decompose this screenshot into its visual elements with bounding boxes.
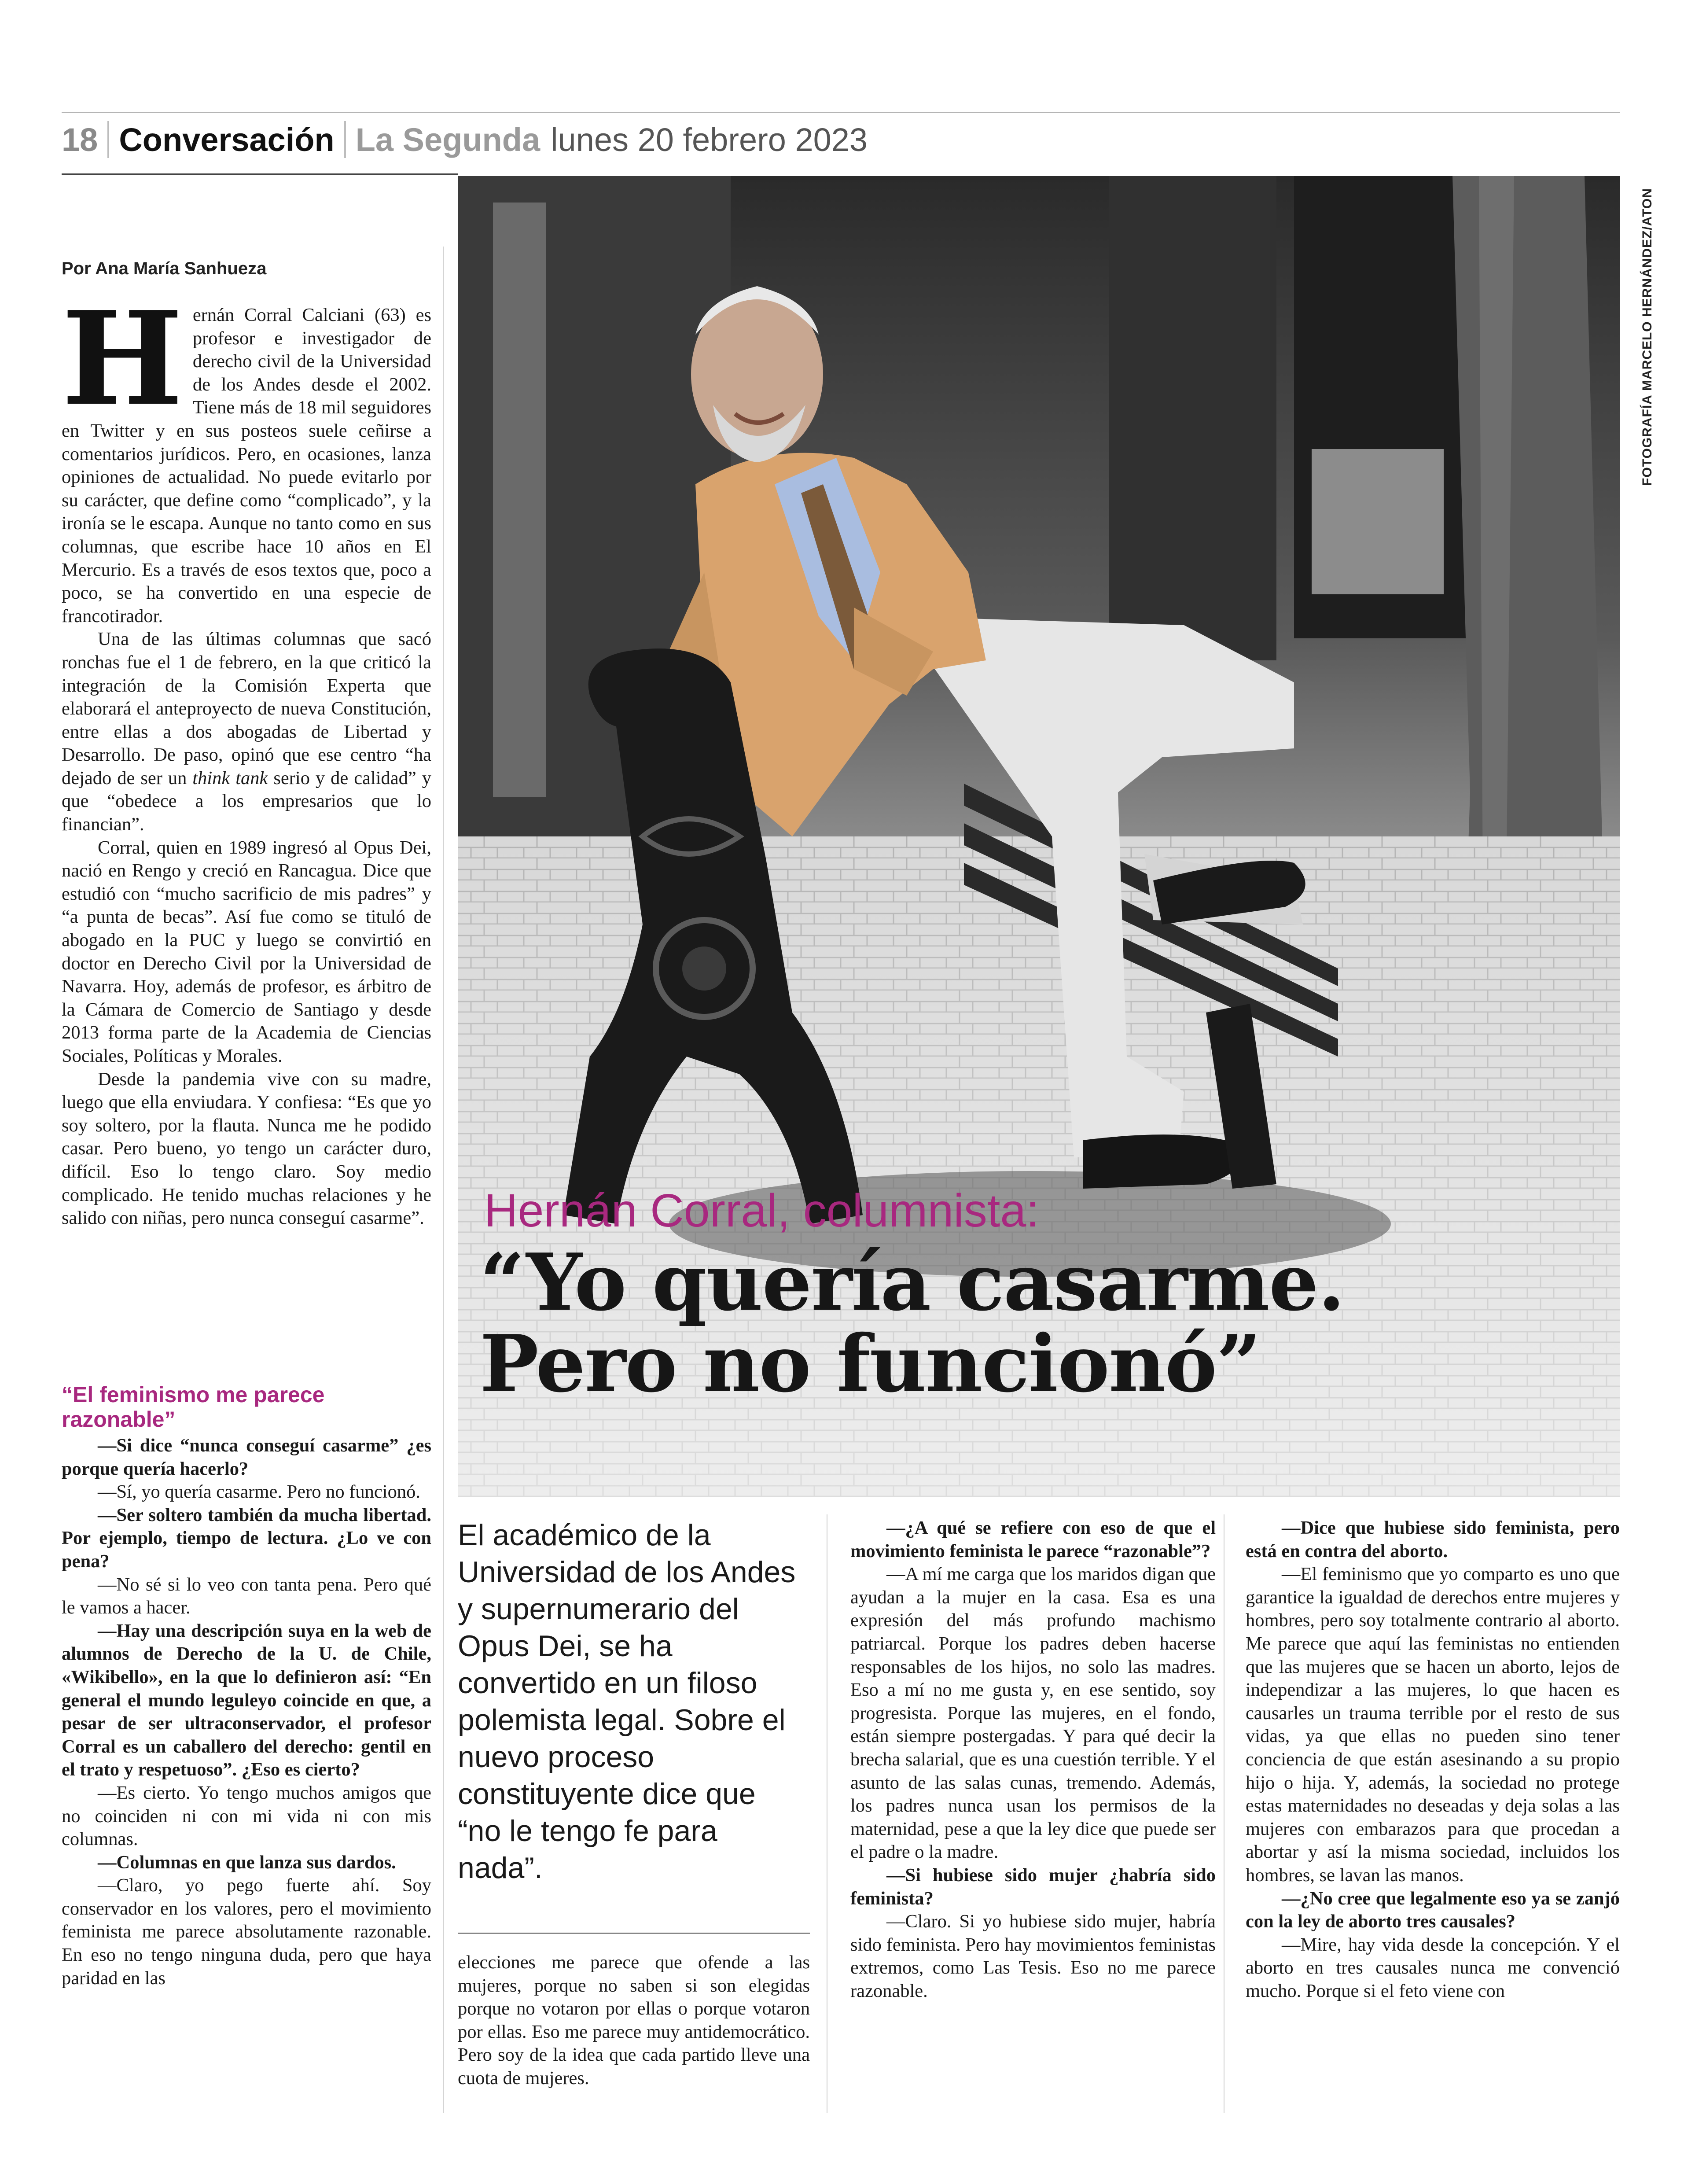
header-separator xyxy=(107,121,109,158)
interview-column-2 xyxy=(458,1951,810,2090)
intro-paragraph: Una de las últimas columnas que sacó ronchas fue el 1 de febrero, en la que criticó la integración de la Comisión Experta que elaborará el anteproyecto de nueva Constitución, entre ellas a dos abogadas de Libertad y Desarrollo. De paso, opinó que ese centro “ha dejado de ser un think tank serio y de calidad” y que “obedece a los empresarios que lo financian”. xyxy=(62,629,431,835)
interview-answer: —El feminismo que yo comparto es uno que garantice la igualdad de derechos entre mujeres y hombres, pero soy totalmente contrario al aborto. Me parece que aquí las feministas no entienden que las mujeres que se hacen un aborto, lejos de independizar a las mujeres, lo que hacen es causarles un trauma terrible por el resto de sus vidas, ya que ellas no pueden sino tener conciencia de que están asesinando a su propio hijo o hija. Y, además, la sociedad no protege estas maternidades no deseadas y deja solas a las mujeres con embarazos para que procedan a abortar y así la misma sociedad, incluidos los hombres, se lavan las manos. xyxy=(1246,1564,1620,1886)
interview-question: —¿A qué se refiere con eso de que el movimiento feminista le parece “razonable”? xyxy=(850,1517,1216,1562)
top-rule xyxy=(62,112,1620,113)
intro-column xyxy=(62,283,431,1230)
page-number: 18 xyxy=(62,121,98,158)
column-divider-1 xyxy=(443,247,444,2113)
interview-answer: —Sí, yo quería casarme. Pero no funcionó. xyxy=(98,1481,420,1503)
interview-question: —Hay una descripción suya en la web de alumnos de Derecho de la U. de Chile, «Wikibello», en la que lo definieron así: “En general el mundo leguleyo coincide en que, a pesar de ser ultraconservador, el profesor Corral es un caballero del derecho: gentil en el trato y respetuoso”. ¿Eso es cierto? xyxy=(62,1620,431,1780)
interview-question: —Ser soltero también da mucha libertad. Por ejemplo, tiempo de lectura. ¿Lo ve con pena? xyxy=(62,1504,431,1572)
section-subhead: “El feminismo me parece razonable” xyxy=(62,1382,325,1432)
interview-answer: elecciones me parece que ofende a las mujeres, porque no saben si son elegidas porque no votaron por ellas o porque votaron por ellas. Eso me parece muy antidemocrático. Pero soy de la idea que cada partido lleve una cuota de mujeres. xyxy=(458,1952,810,2088)
headline-line-2: Pero no funcionó” xyxy=(480,1318,1261,1410)
interview-answer: —A mí me carga que los maridos digan que ayudan a la mujer en la casa. Esa es una expresión del más profundo machismo patriarcal. Porque los padres deben hacerse responsables de los hijos, no solo las madres. Eso a mí no me gusta y, en ese sentido, soy progresista. Porque las mujeres, en el fondo, están siempre postergadas. Y para qué decir la brecha salarial, que es una cuestión terrible. Y el asunto de las salas cunas, tremendo. Además, los padres nunca usan los permisos de la maternidad, pese a que la ley dice que puede ser el padre o la madre. xyxy=(850,1564,1216,1863)
header-separator xyxy=(344,121,346,158)
drop-cap: H xyxy=(62,283,183,434)
publication-name: La Segunda xyxy=(355,121,540,158)
interview-question: —¿No cree que legalmente eso ya se zanjó con la ley de aborto tres causales? xyxy=(1246,1888,1620,1932)
headline-line-1: “Yo quería casarme. xyxy=(480,1236,1345,1328)
interview-column-1 xyxy=(62,1434,431,1990)
interview-answer: —Mire, hay vida desde la concepción. Y el aborto en tres causales nunca me convenció mucho. Porque si el feto viene con xyxy=(1246,1934,1620,2001)
section-name: Conversación xyxy=(119,121,335,158)
interview-question: —Si dice “nunca conseguí casarme” ¿es porque quería hacerlo? xyxy=(62,1435,431,1479)
interview-answer: —Claro, yo pego fuerte ahí. Soy conservador en los valores, pero el movimiento feminista me parece absolutamente razonable. En eso no tengo ninguna duda, pero que haya paridad en las xyxy=(62,1875,431,1989)
intro-lead: Hernán Corral Calciani (63) es profesor e investigador de derecho civil de la Universidad de los Andes desde el 2002. Tiene más de 18 mil seguidores en Twitter y en sus posteos suele ceñirse a comentarios jurídicos. Pero, en ocasiones, lanza opiniones de actualidad. No puede evitarlo por su carácter, que define como “complicado”, y la ironía se le escapa. Aunque no tanto como en sus columnas, que escribe hace 10 años en El Mercurio. Es a través de esos textos que, poco a poco, se ha convertido en una especie de francotirador. xyxy=(62,283,431,626)
interview-answer: —No sé si lo veo con tanta pena. Pero qué le vamos a hacer. xyxy=(62,1574,431,1618)
header-rule xyxy=(62,173,458,175)
deck-rule xyxy=(458,1933,810,1934)
headline xyxy=(480,1236,1536,1410)
interview-column-4 xyxy=(1246,1517,1620,2003)
intro-paragraph: Corral, quien en 1989 ingresó al Opus Dei, nació en Rengo y creció en Rancagua. Dice que estudió con “mucho sacrificio de mis padres” y “a punta de becas”. Así fue como se tituló de abogado en la PUC y luego se convirtió en doctor en Derecho Civil por la Universidad de Navarra. Hoy, además de profesor, es árbitro de la Cámara de Comercio de Santiago y desde 2013 forma parte de la Academia de Ciencias Sociales, Políticas y Morales. xyxy=(62,837,431,1066)
intro-paragraph: Desde la pandemia vive con su madre, luego que ella enviudara. Y confiesa: “Es que yo soy soltero, por la flauta. Nunca me he podido casar. Pero bueno, yo tengo un carácter duro, difícil. Eso lo tengo claro. Soy medio complicado. He tenido muchas relaciones y he salido con niñas, pero nunca conseguí casarme”. xyxy=(62,1068,431,1229)
photo-credit: FOTOGRAFÍA MARCELO HERNÁNDEZ/ATON xyxy=(1640,188,1655,486)
page-header xyxy=(62,115,868,164)
deck-summary: El académico de la Universidad de los Andes y supernumerario del Opus Dei, se ha convertido en un filoso polemista legal. Sobre el nuevo proceso constituyente dice que “no le tengo fe para nada”. xyxy=(458,1518,796,1885)
interview-question: —Columnas en que lanza sus dardos. xyxy=(98,1852,396,1873)
interview-question: —Dice que hubiese sido feminista, pero está en contra del aborto. xyxy=(1246,1517,1620,1562)
interview-column-3 xyxy=(850,1517,1216,2003)
interview-question: —Si hubiese sido mujer ¿habría sido feminista? xyxy=(850,1864,1216,1909)
interview-answer: —Es cierto. Yo tengo muchos amigos que no coinciden ni con mi vida ni con mis columnas. xyxy=(62,1782,431,1850)
issue-date: lunes 20 febrero 2023 xyxy=(551,121,868,158)
interview-answer: —Claro. Si yo hubiese sido mujer, habría sido feminista. Pero hay movimientos feministas extremos, como Las Tesis. Eso no me parece razonable. xyxy=(850,1911,1216,2001)
headline-kicker: Hernán Corral, columnista: xyxy=(484,1185,1039,1237)
byline: Por Ana María Sanhueza xyxy=(62,259,267,278)
